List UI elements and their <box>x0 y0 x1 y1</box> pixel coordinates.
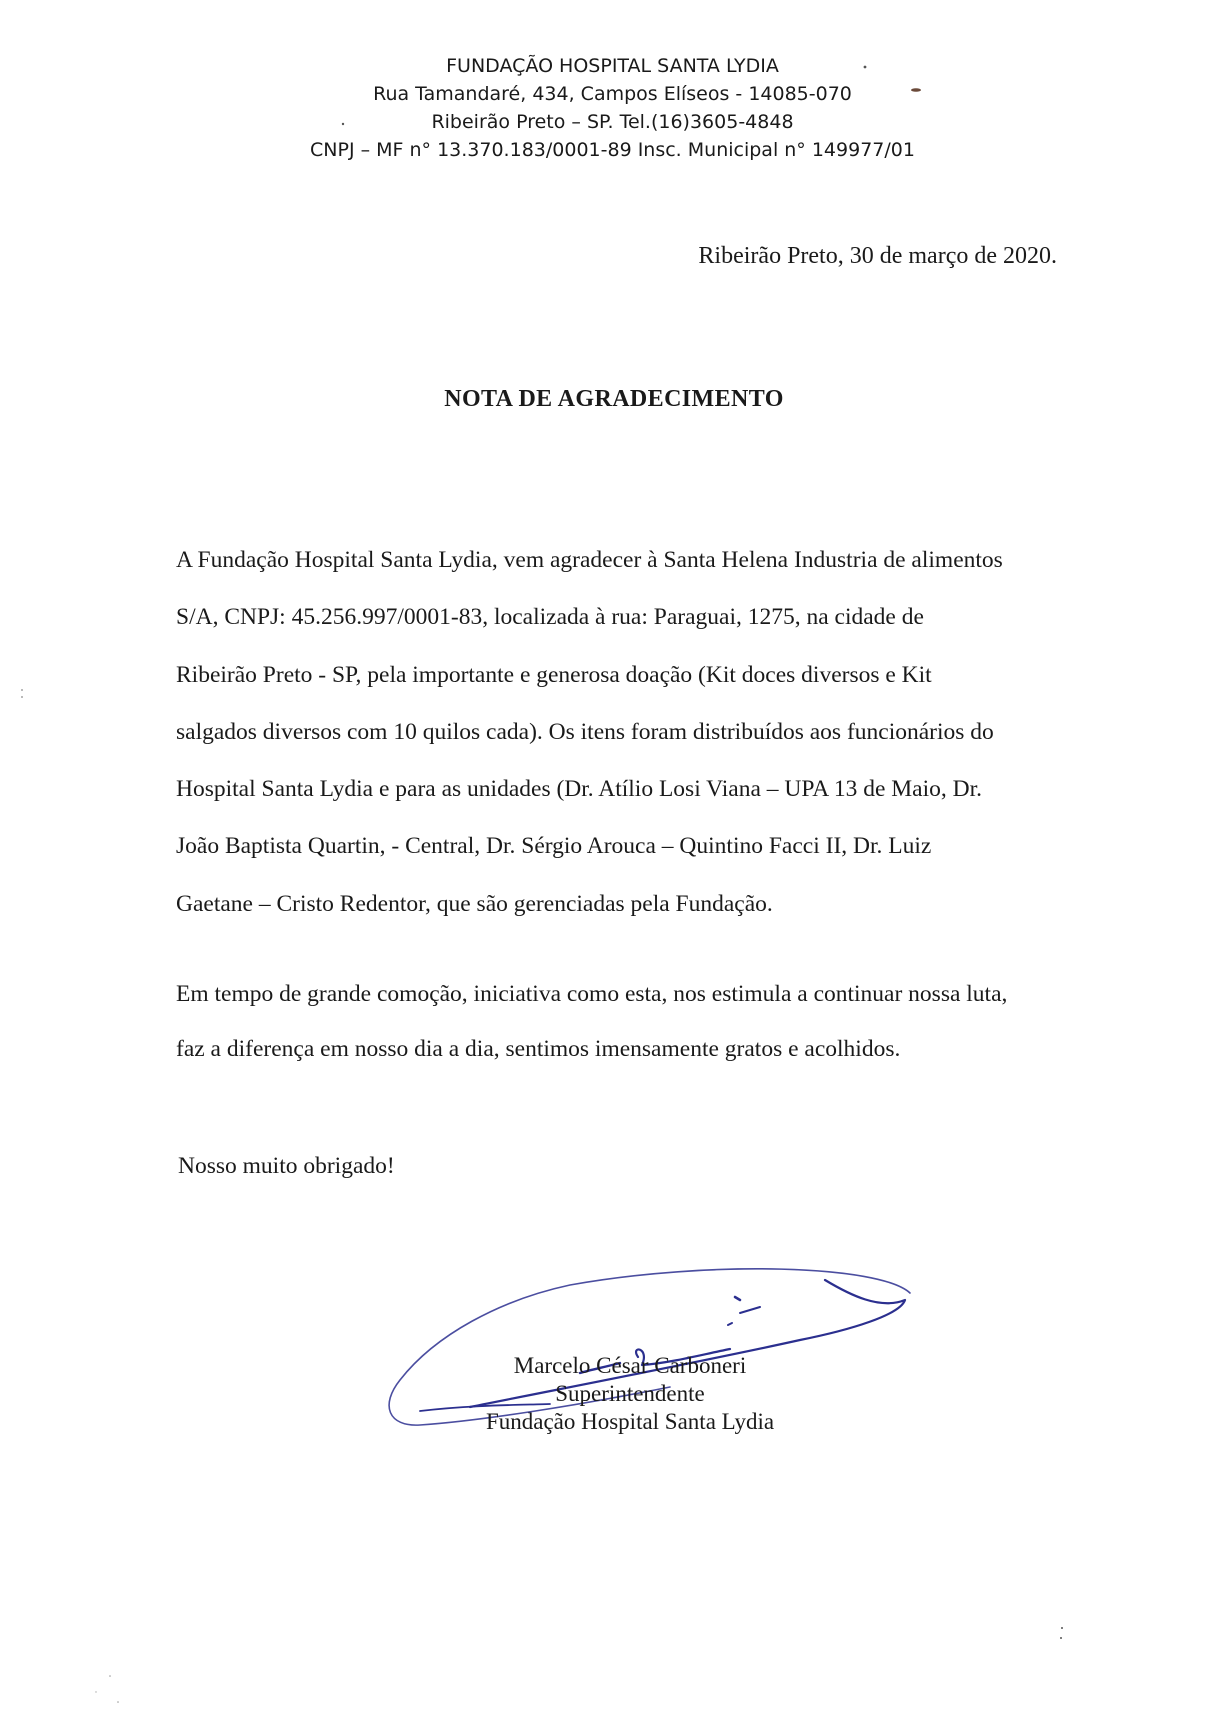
letter-date: Ribeirão Preto, 30 de março de 2020. <box>698 243 1057 269</box>
paragraph-line: faz a diferença em nosso dia a dia, sentimos imensamente gratos e acolhidos. <box>176 1036 901 1062</box>
document-title: NOTA DE AGRADECIMENTO <box>444 386 784 412</box>
paragraph-line: Ribeirão Preto - SP, pela importante e generosa doação (Kit doces diversos e Kit <box>176 661 932 688</box>
letterhead-org-name: FUNDAÇÃO HOSPITAL SANTA LYDIA <box>446 55 779 77</box>
paragraph-line: Gaetane – Cristo Redentor, que são gerenciadas pela Fundação. <box>176 890 773 917</box>
paragraph-line: Em tempo de grande comoção, iniciativa como esta, nos estimula a continuar nossa luta, <box>176 981 1008 1007</box>
signatory-role: Superintendente <box>555 1381 705 1406</box>
paragraph-2 <box>176 967 1076 1077</box>
letterhead-address: Rua Tamandaré, 434, Campos Elíseos - 14085-070 <box>373 83 852 105</box>
paragraph-line: A Fundação Hospital Santa Lydia, vem agradecer à Santa Helena Industria de alimentos <box>176 547 1003 573</box>
paragraph-line: salgados diversos com 10 quilos cada). Os itens foram distribuídos aos funcionários do <box>176 718 994 745</box>
signature-block <box>420 1352 840 1436</box>
paragraph-line: S/A, CNPJ: 45.256.997/0001-83, localizada à rua: Paraguai, 1275, na cidade de <box>176 604 924 631</box>
letterhead <box>0 52 1205 164</box>
letterhead-city-phone: Ribeirão Preto – SP. Tel.(16)3605-4848 <box>431 111 794 133</box>
closing-line: Nosso muito obrigado! <box>178 1153 395 1179</box>
letterhead-registration: CNPJ – MF n° 13.370.183/0001-89 Insc. Municipal n° 149977/01 <box>310 139 915 161</box>
signatory-organization: Fundação Hospital Santa Lydia <box>485 1409 775 1434</box>
signatory-name: Marcelo César Carboneri <box>513 1353 747 1378</box>
paragraph-1 <box>176 532 1076 933</box>
paragraph-line: Hospital Santa Lydia e para as unidades (Dr. Atílio Losi Viana – UPA 13 de Maio, Dr. <box>176 776 982 803</box>
paragraph-line: João Baptista Quartin, - Central, Dr. Sérgio Arouca – Quintino Facci II, Dr. Luiz <box>176 833 932 860</box>
